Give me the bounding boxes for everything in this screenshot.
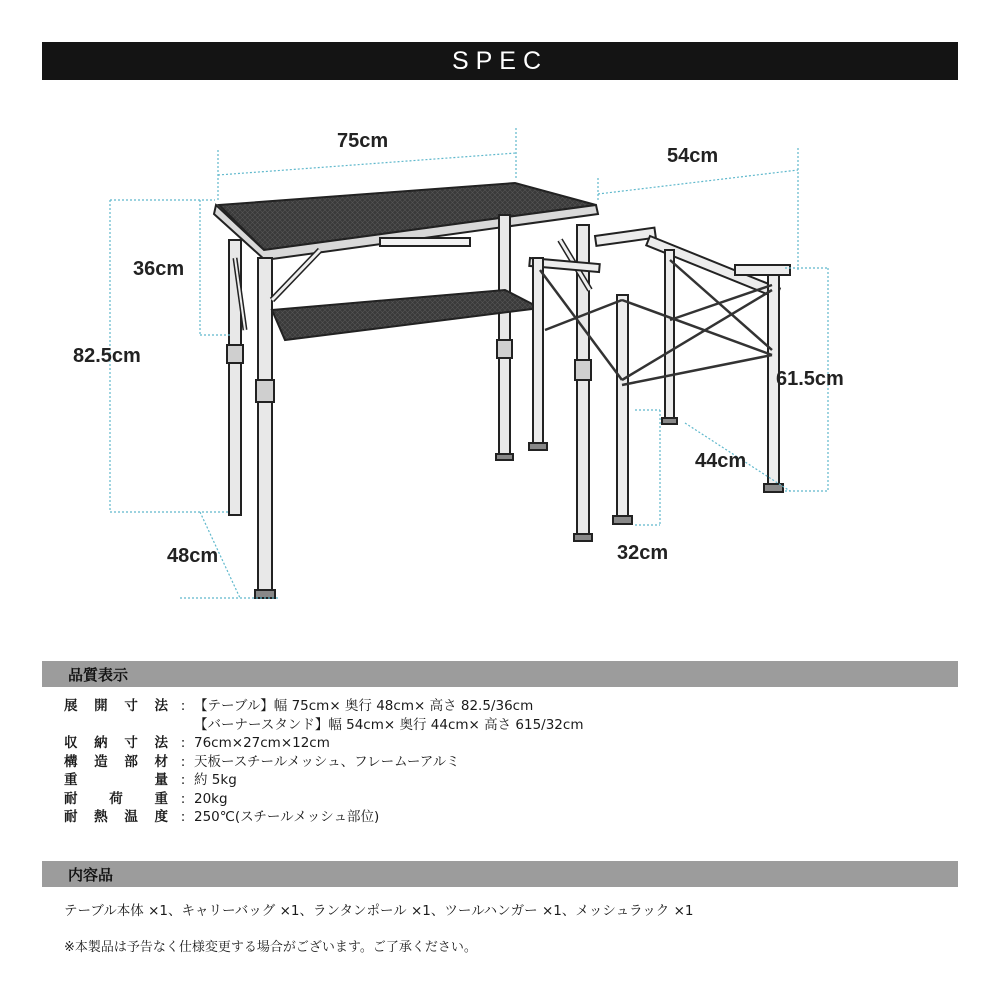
spec-separator: : [180,698,186,714]
spec-separator: : [180,809,186,825]
spec-label [64,716,172,735]
spec-row [64,716,583,735]
dimension-table-depth: 48cm [167,545,219,567]
spec-row [64,771,583,790]
spec-label: 展 開 寸 法 [64,698,168,714]
spec-row [64,753,583,772]
spec-separator: : [180,735,186,751]
spec-value: 20kg [194,790,228,807]
spec-change-note: ※本製品は予告なく仕様変更する場合がございます。ご了承ください。 [64,940,477,955]
spec-value: 【テーブル】幅 75cm× 奥行 48cm× 高さ 82.5/36cm [194,698,534,714]
dimension-stand-height: 61.5cm [776,368,844,390]
product-dimension-figure [0,90,1000,650]
spec-row [64,697,583,716]
spec-value: 約 5kg [194,772,237,788]
quality-section-bar [42,661,958,687]
table-leg-front-left [258,258,272,598]
spec-value: 【バーナースタンド】幅 54cm× 奥行 44cm× 高さ 615/32cm [194,716,584,733]
contents-items: テーブル本体 ×1、キャリーバッグ ×1、ランタンポール ×1、ツールハンガー ×1、メッシュラック ×1 [64,903,694,919]
spec-row [64,734,583,753]
spec-label: 耐 熱 温 度 [64,809,168,825]
dimension-table-width: 75cm [337,130,389,152]
spec-value: 250℃(スチールメッシュ部位) [194,809,380,825]
spec-header [42,42,958,80]
quality-spec-table [64,697,583,827]
contents-section-title: 内容品 [68,865,114,884]
dimension-table-height: 82.5cm [73,345,141,367]
spec-value: 天板ースチールメッシュ、フレームーアルミ [194,753,460,770]
spec-value: 76cm×27cm×12cm [194,735,330,751]
spec-separator: : [180,753,186,770]
contents-section-bar [42,861,958,887]
table-leg-back-right [499,215,510,460]
spec-separator: : [180,772,186,788]
spec-row [64,790,583,809]
product-drawing [0,90,1000,650]
dimension-stand-width: 54cm [667,145,719,167]
quality-section-title: 品質表示 [68,665,129,684]
spec-label: 耐 荷 重 [64,790,168,807]
spec-label: 収 納 寸 法 [64,735,168,751]
spec-label: 重 量 [64,772,168,788]
spec-title: SPEC [451,46,549,75]
dimension-stand-low-height: 32cm [617,542,669,564]
spec-label: 構 造 部 材 [64,753,168,770]
spec-separator: : [180,790,186,807]
spec-separator [172,716,194,735]
dimension-stand-depth: 44cm [695,450,747,472]
dimension-table-low-height: 36cm [133,258,185,280]
spec-row [64,808,583,827]
